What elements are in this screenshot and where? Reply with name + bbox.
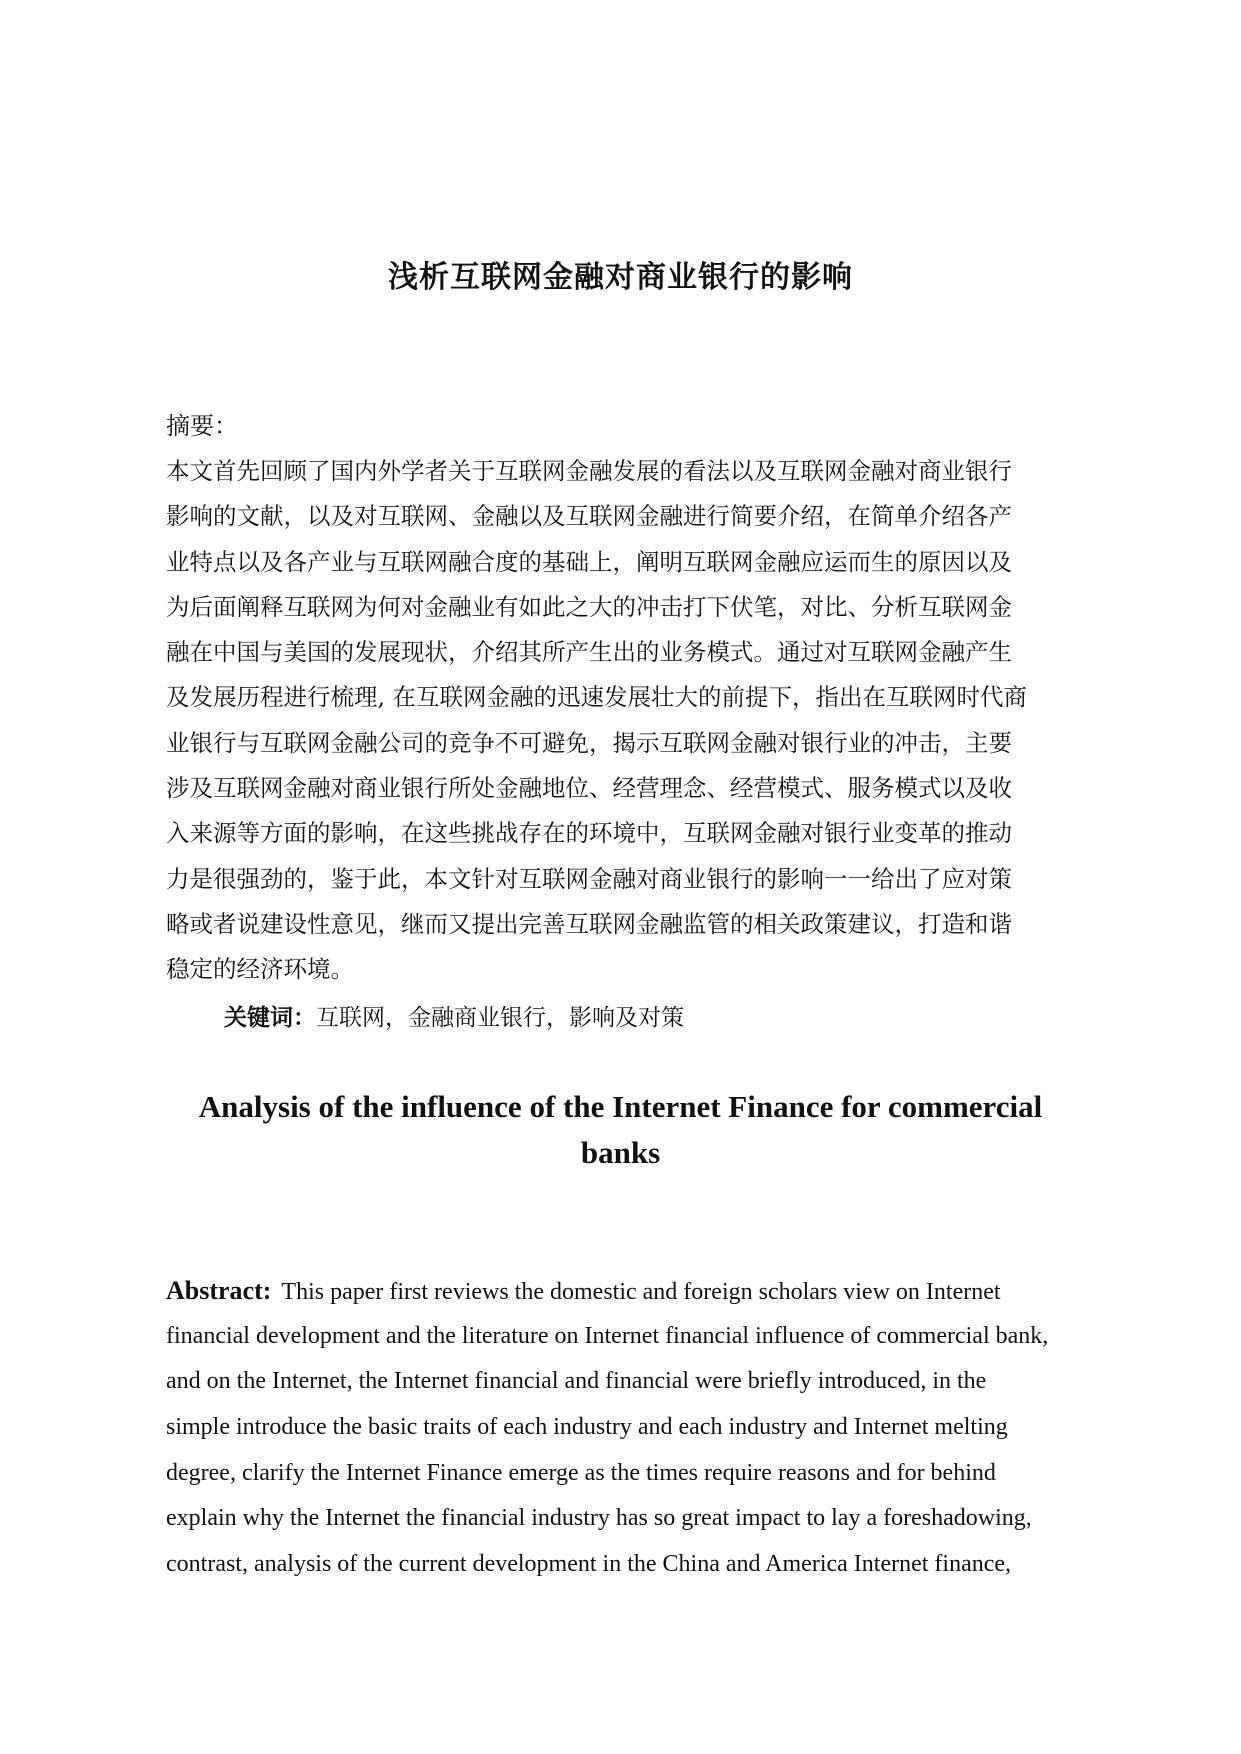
chinese-abstract-line: 及发展历程进行梳理, 在互联网金融的迅速发展壮大的前提下，指出在互联网时代商 [166,683,1027,712]
english-abstract-line: explain why the Internet the financial industry has so great impact to lay a foreshadowing, [166,1505,1032,1532]
chinese-abstract-body [166,449,1084,993]
chinese-abstract-line: 影响的文献，以及对互联网、金融以及互联网金融进行简要介绍，在简单介绍各产 [166,502,1012,531]
english-abstract-label: Abstract: [166,1276,272,1305]
keywords-label: 关键词： [224,1005,316,1031]
chinese-abstract-line: 业特点以及各产业与互联网融合度的基础上，阐明互联网金融应运而生的原因以及 [166,547,1012,576]
english-abstract-line [166,1268,1096,1314]
chinese-abstract-line: 力是很强劲的，鉴于此，本文针对互联网金融对商业银行的影响一一给出了应对策 [166,864,1012,893]
english-abstract-line: simple introduce the basic traits of each industry and each industry and Internet melting [166,1414,1008,1441]
chinese-abstract-line: 涉及互联网金融对商业银行所处金融地位、经营理念、经营模式、服务模式以及收 [166,774,1012,803]
english-title-line: Analysis of the influence of the Internet Finance for commercial [198,1089,1043,1124]
english-abstract-line: contrast, analysis of the current development in the China and America Internet finance, [166,1551,1012,1578]
english-abstract-line: degree, clarify the Internet Finance emerge as the times require reasons and for behind [166,1459,996,1486]
chinese-title: 浅析互联网金融对商业银行的影响 [388,260,853,295]
keywords-line [224,999,684,1032]
chinese-abstract-label: 摘要： [166,412,238,440]
english-title [150,1084,1091,1176]
chinese-abstract-line: 本文首先回顾了国内外学者关于互联网金融发展的看法以及互联网金融对商业银行 [166,457,1012,485]
chinese-abstract-line: 融在中国与美国的发展现状，介绍其所产生出的业务模式。通过对互联网金融产生 [166,638,1012,667]
keywords-text: 互联网，金融商业银行，影响及对策 [316,1005,684,1031]
english-title-line: banks [580,1135,661,1170]
english-abstract-body [166,1268,1096,1588]
english-abstract-line: financial development and the literature on Internet financial influence of commercial bank, [166,1322,1049,1349]
english-abstract-line-text: This paper first reviews the domestic and foreign scholars view on Internet [281,1279,1001,1305]
chinese-abstract-line: 业银行与互联网金融公司的竞争不可避免，揭示互联网金融对银行业的冲击，主要 [166,728,1012,757]
chinese-abstract-line: 稳定的经济环境。 [166,955,354,984]
english-abstract-line: and on the Internet, the Internet financial and financial were briefly introduced, in the [166,1368,987,1395]
chinese-abstract-line: 为后面阐释互联网为何对金融业有如此之大的冲击打下伏笔，对比、分析互联网金 [166,592,1012,621]
chinese-abstract-line: 略或者说建设性意见，继而又提出完善互联网金融监管的相关政策建议，打造和谐 [166,909,1012,938]
chinese-abstract-line: 入来源等方面的影响，在这些挑战存在的环境中，互联网金融对银行业变革的推动 [166,819,1012,848]
